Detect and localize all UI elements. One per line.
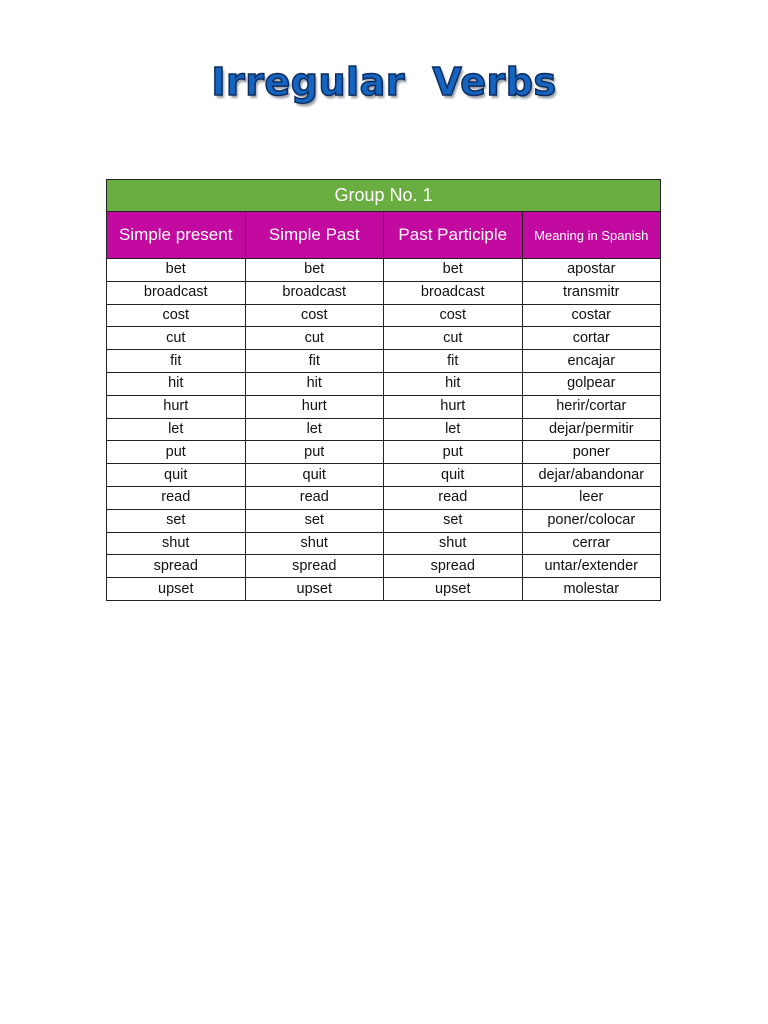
cell-meaning-spanish: leer [522, 486, 661, 509]
cell-meaning-spanish: dejar/permitir [522, 418, 661, 441]
cell-past-participle: hit [384, 372, 523, 395]
cell-past-participle: shut [384, 532, 523, 555]
cell-past-participle: cut [384, 327, 523, 350]
cell-past-participle: upset [384, 578, 523, 601]
cell-past-participle: bet [384, 259, 523, 282]
cell-simple-past: fit [245, 350, 384, 373]
cell-past-participle: let [384, 418, 523, 441]
cell-simple-past: let [245, 418, 384, 441]
cell-meaning-spanish: herir/cortar [522, 395, 661, 418]
table-row [107, 395, 661, 418]
table-row [107, 441, 661, 464]
cell-meaning-spanish: encajar [522, 350, 661, 373]
group-label: Group No. 1 [107, 180, 661, 212]
table-row [107, 372, 661, 395]
cell-meaning-spanish: transmitr [522, 281, 661, 304]
cell-simple-past: spread [245, 555, 384, 578]
group-header-row [107, 180, 661, 212]
cell-simple-past: read [245, 486, 384, 509]
cell-past-participle: read [384, 486, 523, 509]
cell-simple-present: set [107, 509, 246, 532]
cell-past-participle: hurt [384, 395, 523, 418]
cell-simple-present: bet [107, 259, 246, 282]
cell-simple-past: set [245, 509, 384, 532]
column-header-simple-present: Simple present [107, 212, 246, 259]
irregular-verbs-table [106, 179, 661, 601]
cell-past-participle: fit [384, 350, 523, 373]
table-row [107, 304, 661, 327]
cell-simple-present: broadcast [107, 281, 246, 304]
table-row [107, 259, 661, 282]
cell-simple-past: broadcast [245, 281, 384, 304]
table-row [107, 486, 661, 509]
cell-simple-past: cut [245, 327, 384, 350]
table-row [107, 350, 661, 373]
cell-simple-present: put [107, 441, 246, 464]
cell-meaning-spanish: cerrar [522, 532, 661, 555]
cell-simple-present: read [107, 486, 246, 509]
page-title: Irregular Verbs [211, 60, 557, 104]
table-row [107, 464, 661, 487]
cell-simple-past: hit [245, 372, 384, 395]
column-header-meaning-spanish: Meaning in Spanish [522, 212, 661, 259]
cell-meaning-spanish: untar/extender [522, 555, 661, 578]
cell-simple-past: quit [245, 464, 384, 487]
cell-past-participle: put [384, 441, 523, 464]
cell-meaning-spanish: costar [522, 304, 661, 327]
cell-simple-present: upset [107, 578, 246, 601]
cell-simple-past: put [245, 441, 384, 464]
cell-meaning-spanish: dejar/abandonar [522, 464, 661, 487]
table-row [107, 327, 661, 350]
cell-simple-present: shut [107, 532, 246, 555]
cell-simple-past: bet [245, 259, 384, 282]
cell-simple-present: let [107, 418, 246, 441]
table-row [107, 509, 661, 532]
cell-simple-present: hurt [107, 395, 246, 418]
cell-simple-present: cost [107, 304, 246, 327]
cell-past-participle: set [384, 509, 523, 532]
cell-past-participle: spread [384, 555, 523, 578]
column-header-row [107, 212, 661, 259]
verb-rows [107, 259, 661, 601]
table-row [107, 555, 661, 578]
cell-meaning-spanish: cortar [522, 327, 661, 350]
cell-meaning-spanish: poner/colocar [522, 509, 661, 532]
cell-simple-past: upset [245, 578, 384, 601]
cell-meaning-spanish: apostar [522, 259, 661, 282]
cell-meaning-spanish: golpear [522, 372, 661, 395]
cell-past-participle: broadcast [384, 281, 523, 304]
cell-simple-present: quit [107, 464, 246, 487]
cell-meaning-spanish: molestar [522, 578, 661, 601]
table-row [107, 578, 661, 601]
cell-meaning-spanish: poner [522, 441, 661, 464]
cell-simple-present: fit [107, 350, 246, 373]
table-row [107, 418, 661, 441]
cell-simple-present: spread [107, 555, 246, 578]
cell-simple-present: hit [107, 372, 246, 395]
column-header-past-participle: Past Participle [384, 212, 523, 259]
column-header-simple-past: Simple Past [245, 212, 384, 259]
cell-simple-present: cut [107, 327, 246, 350]
cell-past-participle: quit [384, 464, 523, 487]
cell-past-participle: cost [384, 304, 523, 327]
cell-simple-past: hurt [245, 395, 384, 418]
table-row [107, 281, 661, 304]
cell-simple-past: shut [245, 532, 384, 555]
cell-simple-past: cost [245, 304, 384, 327]
table-row [107, 532, 661, 555]
